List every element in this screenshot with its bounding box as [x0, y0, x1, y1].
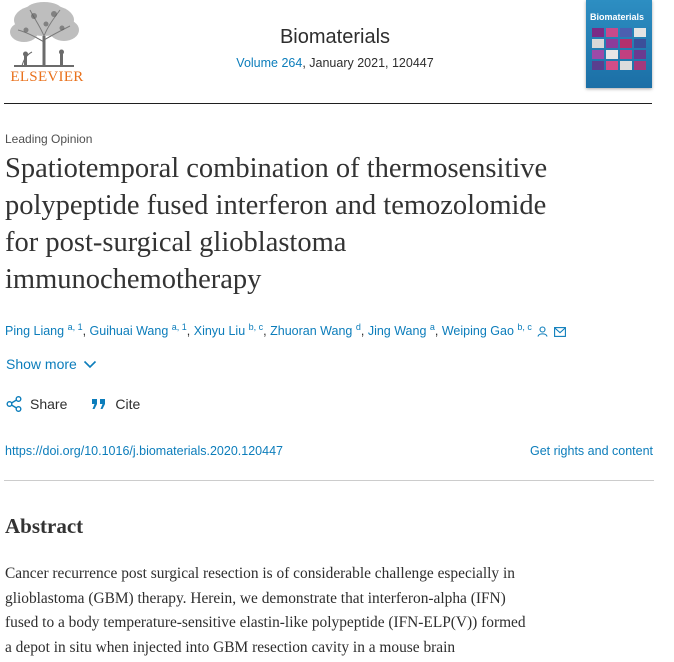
share-icon	[6, 396, 22, 412]
email-icon[interactable]	[554, 326, 566, 340]
author-link[interactable]: Ping Liang $^{a, 1}$	[5, 322, 83, 338]
section-divider	[4, 480, 654, 481]
author-link[interactable]: Jing Wang $^a$	[367, 322, 435, 338]
show-more-button[interactable]	[6, 356, 97, 372]
article-type-label: Leading Opinion	[5, 132, 93, 146]
abstract-line: Cancer recurrence post surgical resection is of considerable challenge especially in	[5, 565, 515, 582]
doi-link[interactable]: https://doi.org/10.1016/j.biomaterials.2020.120447	[5, 444, 283, 458]
title-line: Spatiotemporal combination of thermosensitive	[5, 153, 548, 184]
cite-label: Cite	[115, 396, 141, 412]
journal-volume-info	[200, 56, 470, 70]
abstract-line: a depot in situ when injected into GBM resection cavity in a mouse brain	[5, 638, 456, 656]
abstract-body	[5, 562, 653, 660]
author-link[interactable]: Guihuai Wang $^{a, 1}$	[89, 322, 187, 338]
cover-title: Biomaterials	[590, 12, 645, 22]
title-line: immunochemotherapy	[5, 264, 262, 295]
title-line: polypeptide fused interferon and temozolomide	[5, 190, 547, 221]
show-more-label: Show more	[6, 356, 77, 372]
quote-icon	[91, 398, 107, 410]
publisher-logo-text: ELSEVIER	[10, 69, 84, 85]
get-rights-link[interactable]: Get rights and content	[530, 444, 653, 458]
journal-cover-image[interactable]	[586, 0, 652, 88]
title-line: for post-surgical glioblastoma	[5, 227, 347, 258]
cite-button[interactable]	[91, 396, 140, 412]
abstract-line: fused to a body temperature-sensitive elastin-like polypeptide (IFN-ELP(V)) formed	[5, 614, 526, 631]
issue-info: , January 2021, 120447	[302, 56, 434, 70]
cover-figure-grid	[592, 28, 646, 70]
author-list: Ping Liang $^{a, 1}$, Guihuai Wang $^{a, 1}$, Xinyu Liu $^{b, c}$, Zhuoran Wang $^d$, Jing Wang $^a$, Weiping Gao $^{b, c}$	[5, 322, 655, 340]
article-actions	[6, 396, 164, 412]
journal-header	[0, 0, 652, 104]
volume-link[interactable]: Volume 264	[236, 56, 303, 70]
elsevier-logo[interactable]	[4, 2, 84, 86]
author-link[interactable]: Weiping Gao $^{b, c}$	[441, 322, 532, 338]
abstract-line: glioblastoma (GBM) therapy. Herein, we demonstrate that interferon-alpha (IFN)	[5, 589, 506, 607]
doi-row	[5, 444, 653, 458]
author-link[interactable]: Xinyu Liu $^{b, c}$	[193, 322, 264, 338]
author-link[interactable]: Zhuoran Wang $^d$	[270, 322, 361, 338]
share-button[interactable]	[6, 396, 67, 412]
chevron-down-icon	[83, 360, 97, 369]
tree-logo-icon	[4, 2, 84, 68]
article-title	[5, 150, 655, 298]
abstract-heading: Abstract	[5, 514, 84, 538]
person-icon[interactable]	[537, 326, 548, 340]
share-label: Share	[30, 396, 68, 412]
journal-title-link[interactable]: Biomaterials	[279, 26, 391, 48]
header-divider	[4, 103, 652, 104]
